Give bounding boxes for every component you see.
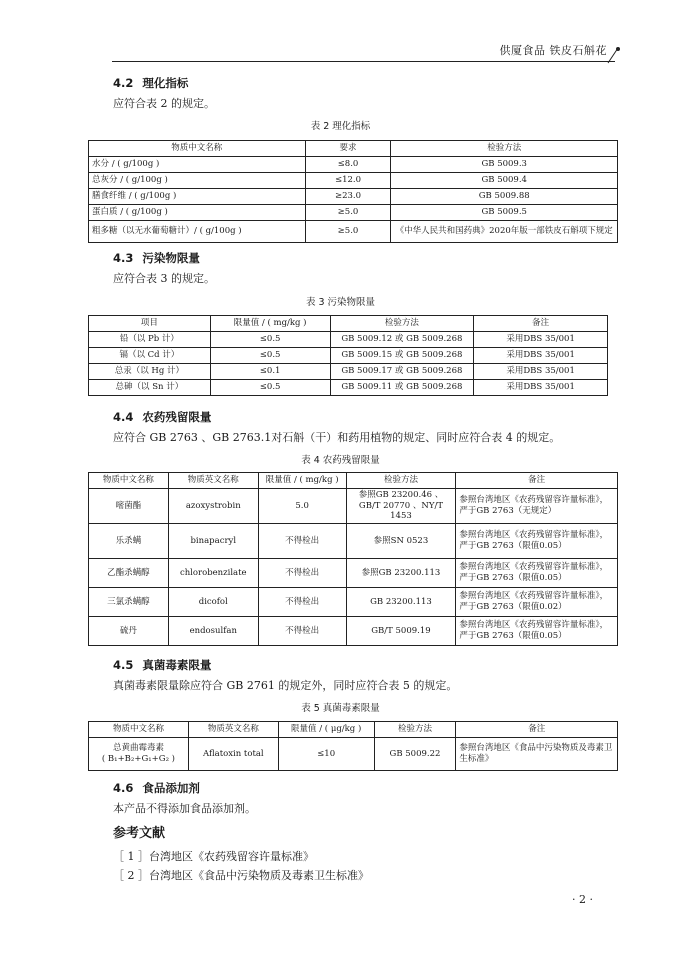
reference-item: ［ 2 ］台湾地区《食品中污染物质及毒素卫生标准》 <box>113 869 369 882</box>
section-heading-4-2 <box>113 75 188 91</box>
table-cell: 不得检出 <box>258 559 346 588</box>
table-cell: 参照GB 23200.113 <box>346 559 456 588</box>
table-cell: 铅（以 Pb 计） <box>89 332 211 348</box>
table-row <box>89 189 618 205</box>
table-cell: 不得检出 <box>258 524 346 559</box>
table-cell: binapacryl <box>168 524 258 559</box>
table-cell: 粗多糖（以无水葡萄糖计）/ ( g/100g ) <box>89 221 306 243</box>
table-cell: 总砷（以 Sn 计） <box>89 380 211 396</box>
table-cell: GB 5009.5 <box>391 205 618 221</box>
table-caption: 表 3 污染物限量 <box>305 297 376 308</box>
section-number: 4.6 <box>113 781 134 795</box>
table-cell: 蛋白质 / ( g/100g ) <box>89 205 306 221</box>
table-cell: 参照SN 0523 <box>346 524 456 559</box>
table-cell: 总灰分 / ( g/100g ) <box>89 173 306 189</box>
table-cell: 乙酯杀螨醇 <box>89 559 169 588</box>
section-number: 4.5 <box>113 658 134 672</box>
column-header: 检验方法 <box>330 316 474 332</box>
table-cell: Aflatoxin total <box>188 738 278 771</box>
table-header-row <box>89 473 618 489</box>
table-header-row <box>89 722 618 738</box>
table-cell: 参照台湾地区《农药残留容许量标准》，严于GB 2763（限值0.05） <box>456 524 618 559</box>
table-3 <box>88 315 608 396</box>
table-cell: 《中华人民共和国药典》2020年版一部铁皮石斛项下规定 <box>391 221 618 243</box>
table-cell: ≥5.0 <box>305 205 391 221</box>
table-header-row <box>89 141 618 157</box>
table-cell: 参照台湾地区《食品中污染物质及毒素卫生标准》 <box>456 738 618 771</box>
table-4 <box>88 472 618 646</box>
section-title: 污染物限量 <box>142 251 200 265</box>
running-header-title: 供厦食品 铁皮石斛花 <box>499 44 607 57</box>
table-row <box>89 588 618 617</box>
table-cell: 不得检出 <box>258 617 346 646</box>
table-cell: ≤0.5 <box>210 348 330 364</box>
table-cell: ≤8.0 <box>305 157 391 173</box>
table-cell: 参照台湾地区《农药残留容许量标准》，严于GB 2763（限值0.05） <box>456 559 618 588</box>
table-cell: endosulfan <box>168 617 258 646</box>
table-cell: ≤12.0 <box>305 173 391 189</box>
table-cell: ≥23.0 <box>305 189 391 205</box>
column-header: 限量值 / ( μg/kg ) <box>278 722 374 738</box>
section-text: 应符合表 3 的规定。 <box>113 272 215 285</box>
column-header: 检验方法 <box>374 722 456 738</box>
section-number: 4.3 <box>113 251 134 265</box>
table-cell: ≤10 <box>278 738 374 771</box>
section-title: 农药残留限量 <box>142 410 212 424</box>
table-cell: 5.0 <box>258 489 346 524</box>
table-cell: ≤0.1 <box>210 364 330 380</box>
table-cell: chlorobenzilate <box>168 559 258 588</box>
table-row <box>89 364 608 380</box>
table-cell: GB 5009.15 或 GB 5009.268 <box>330 348 474 364</box>
running-header <box>112 40 621 62</box>
section-text: 真菌毒素限量除应符合 GB 2761 的规定外，同时应符合表 5 的规定。 <box>113 679 458 692</box>
table-cell: 采用DBS 35/001 <box>474 380 608 396</box>
column-header: 备注 <box>474 316 608 332</box>
section-title: 真菌毒素限量 <box>142 658 212 672</box>
references-heading: 参考文献 <box>113 826 166 841</box>
table-caption: 表 5 真菌毒素限量 <box>301 703 380 714</box>
table-row <box>89 738 618 771</box>
table-row <box>89 332 608 348</box>
section-number: 4.4 <box>113 410 134 424</box>
table-cell: 嘧菌酯 <box>89 489 169 524</box>
table-caption: 表 4 农药残留限量 <box>301 455 380 466</box>
table-cell: 采用DBS 35/001 <box>474 332 608 348</box>
header-rule <box>112 61 615 62</box>
table-cell: 参照台湾地区《农药残留容许量标准》，严于GB 2763（无规定） <box>456 489 618 524</box>
table-cell: 三氯杀螨醇 <box>89 588 169 617</box>
section-heading-4-5 <box>113 657 211 673</box>
table-cell: ≥5.0 <box>305 221 391 243</box>
section-heading-4-4 <box>113 409 211 425</box>
table-cell: 总汞（以 Hg 计） <box>89 364 211 380</box>
table-cell: 水分 / ( g/100g ) <box>89 157 306 173</box>
table-row <box>89 559 618 588</box>
table-cell: 镉（以 Cd 计） <box>89 348 211 364</box>
table-cell: GB 5009.22 <box>374 738 456 771</box>
table-cell: GB 5009.11 或 GB 5009.268 <box>330 380 474 396</box>
table-row <box>89 221 618 243</box>
table-cell: 采用DBS 35/001 <box>474 364 608 380</box>
table-cell <box>89 738 189 771</box>
table-row <box>89 489 618 524</box>
column-header: 检验方法 <box>346 473 456 489</box>
table-cell: ≤0.5 <box>210 380 330 396</box>
table-row <box>89 617 618 646</box>
column-header: 物质中文名称 <box>89 141 306 157</box>
table-cell: dicofol <box>168 588 258 617</box>
table-cell: 采用DBS 35/001 <box>474 348 608 364</box>
table-cell: GB 5009.17 或 GB 5009.268 <box>330 364 474 380</box>
section-number: 4.2 <box>113 76 134 90</box>
table-cell: GB 5009.12 或 GB 5009.268 <box>330 332 474 348</box>
table-cell: 参照台湾地区《农药残留容许量标准》，严于GB 2763（限值0.05） <box>456 617 618 646</box>
column-header: 物质中文名称 <box>89 473 169 489</box>
table-cell: GB 5009.3 <box>391 157 618 173</box>
column-header: 备注 <box>456 473 618 489</box>
column-header: 物质中文名称 <box>89 722 189 738</box>
section-heading-4-3 <box>113 250 200 266</box>
table-row <box>89 157 618 173</box>
header-decoration-icon <box>607 44 621 64</box>
table-cell: GB/T 5009.19 <box>346 617 456 646</box>
table-cell: GB 5009.4 <box>391 173 618 189</box>
substance-formula: ( B₁+B₂+G₁+G₂ ) <box>101 754 175 764</box>
column-header: 备注 <box>456 722 618 738</box>
table-row <box>89 524 618 559</box>
substance-name: 总黄曲霉毒素 <box>112 743 164 754</box>
table-row <box>89 348 608 364</box>
table-cell: GB 5009.88 <box>391 189 618 205</box>
column-header: 项目 <box>89 316 211 332</box>
table-cell: 不得检出 <box>258 588 346 617</box>
table-row <box>89 380 608 396</box>
section-title: 食品添加剂 <box>142 781 200 795</box>
column-header: 检验方法 <box>391 141 618 157</box>
table-row <box>89 205 618 221</box>
table-cell: 膳食纤维 / ( g/100g ) <box>89 189 306 205</box>
column-header: 物质英文名称 <box>188 722 278 738</box>
table-2 <box>88 140 618 243</box>
table-cell: ≤0.5 <box>210 332 330 348</box>
table-header-row <box>89 316 608 332</box>
column-header: 限量值 / ( mg/kg ) <box>258 473 346 489</box>
table-cell: 参照台湾地区《农药残留容许量标准》，严于GB 2763（限值0.02） <box>456 588 618 617</box>
reference-item: ［ 1 ］台湾地区《农药残留容许量标准》 <box>113 850 314 863</box>
column-header: 限量值 / ( mg/kg ) <box>210 316 330 332</box>
section-title: 理化指标 <box>142 76 189 90</box>
table-cell: 参照GB 23200.46 、GB/T 20770 、NY/T 1453 <box>346 489 456 524</box>
column-header: 物质英文名称 <box>168 473 258 489</box>
table-cell: GB 23200.113 <box>346 588 456 617</box>
section-text: 本产品不得添加食品添加剂。 <box>113 802 256 815</box>
section-text: 应符合 GB 2763 、GB 2763.1对石斛（干）和药用植物的规定、同时应符合表 4 的规定。 <box>113 431 561 444</box>
section-heading-4-6 <box>113 780 200 796</box>
table-cell: azoxystrobin <box>168 489 258 524</box>
column-header: 要求 <box>305 141 391 157</box>
table-cell: 乐杀螨 <box>89 524 169 559</box>
table-row <box>89 173 618 189</box>
page-number: · 2 · <box>572 893 593 906</box>
table-cell: 硫丹 <box>89 617 169 646</box>
table-caption: 表 2 理化指标 <box>310 121 371 132</box>
section-text: 应符合表 2 的规定。 <box>113 97 215 110</box>
table-5 <box>88 721 618 771</box>
